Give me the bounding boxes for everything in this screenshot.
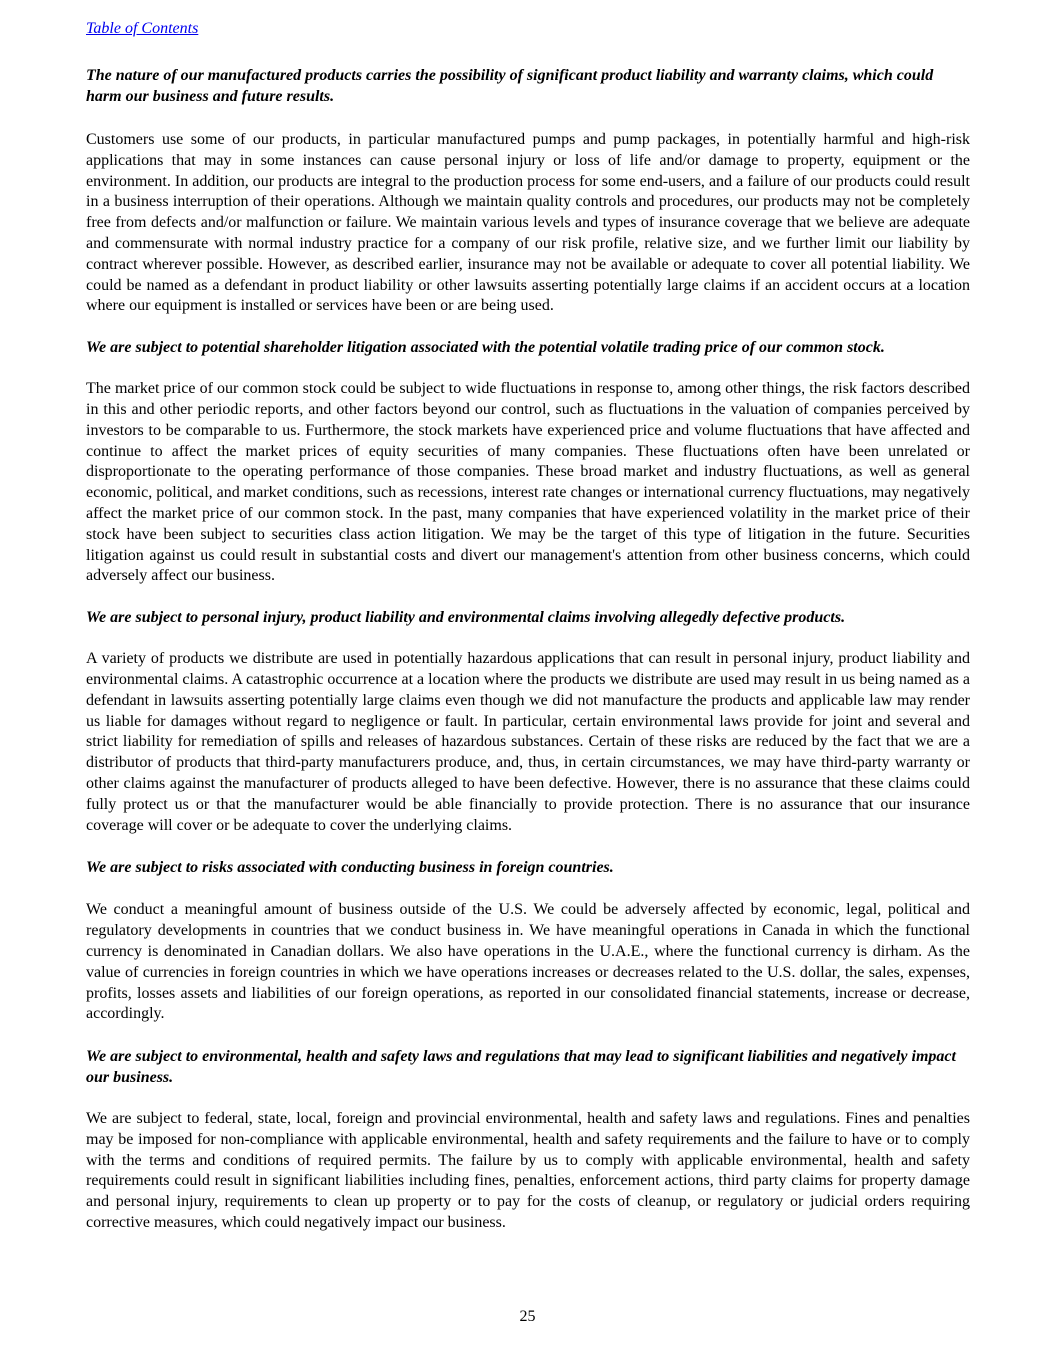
page-number: 25 bbox=[519, 1308, 536, 1325]
section-heading-product-liability: The nature of our manufactured products carries the possibility of significant product liability and warranty claims, which could harm our business and future results. bbox=[86, 67, 934, 105]
section-body-personal-injury: A variety of products we distribute are used in potentially hazardous applications that can result in personal injury, product liability and environmental claims. A catastrophic occurrence at a location where the products we distribute are used may result in us being named as a defendant in lawsuits asserting potentially large claims even though we did not manufacture the products and applicable law may render us liable for damages without regard to negligence or fault. In particular, certain environmental laws provide for joint and several and strict liability for remediation of spills and releases of hazardous substances. Certain of these risks are reduced by the fact that we are a distributor of products that third-party manufacturers produce, and, thus, in certain circumstances, we may have third-party warranty or other claims against the manufacturer of products alleged to have been defective. However, there is no assurance that these claims could fully protect us or that the manufacturer would be able financially to provide protection. There is no assurance that our insurance coverage will cover or be adequate to cover the underlying claims. bbox=[86, 650, 970, 834]
section-body-shareholder-litigation: The market price of our common stock could be subject to wide fluctuations in response to, among other things, the risk factors described in this and other periodic reports, and other factors beyond our control, such as fluctuations in the valuation of companies perceived by investors to be comparable to us. Furthermore, the stock markets have experienced price and volume fluctuations that have affected and continue to affect the market prices of equity securities of many companies. These fluctuations often have been unrelated or disproportionate to the operating performance of those companies. These broad market and industry fluctuations, as well as general economic, political, and market conditions, such as recessions, interest rate changes or international currency fluctuations, may negatively affect the market price of our common stock. In the past, many companies that have experienced volatility in the market price of their stock have been subject to securities class action litigation. We may be the target of this type of litigation in the future. Securities litigation against us could result in substantial costs and divert our management's attention from other business concerns, which could adversely affect our business. bbox=[86, 380, 970, 585]
section-heading-personal-injury: We are subject to personal injury, product liability and environmental claims involving allegedly defective products. bbox=[86, 609, 846, 627]
table-of-contents-link[interactable]: Table of Contents bbox=[86, 20, 199, 37]
section-heading-foreign-countries: We are subject to risks associated with conducting business in foreign countries. bbox=[86, 859, 614, 877]
section-heading-shareholder-litigation: We are subject to potential shareholder litigation associated with the potential volatile trading price of our common stock. bbox=[86, 339, 885, 357]
section-heading-environmental-laws: We are subject to environmental, health and safety laws and regulations that may lead to significant liabilities and negatively impact our business. bbox=[86, 1048, 956, 1087]
section-body-environmental-laws: We are subject to federal, state, local, foreign and provincial environmental, health and safety laws and regulations. Fines and penalties may be imposed for non-compliance with applicable environmental, health and safety requirements and the failure to have or to comply with the terms and conditions of required permits. The failure by us to comply with applicable environmental, health and safety requirements could result in significant liabilities including fines, penalties, enforcement actions, third party claims for property damage and personal injury, requirements to clean up property or to pay for the costs of cleanup, or regulatory or judicial orders requiring corrective measures, which could negatively impact our business. bbox=[86, 1110, 970, 1232]
document-page bbox=[86, 18, 970, 1234]
section-body-product-liability: Customers use some of our products, in particular manufactured pumps and pump packages, in potentially harmful and high-risk applications that may in some instances can cause personal injury or loss of life and/or damage to property, equipment or the environment. In addition, our products are integral to the production process for some end-users, and a failure of our products could result in a business interruption of their operations. Although we maintain quality controls and procedures, our products may not be completely free from defects and/or malfunction or failure. We maintain various levels and types of insurance coverage that we believe are adequate and commensurate with normal industry practice for a company of our risk profile, relative size, and we further limit our liability by contract wherever possible. However, as described earlier, insurance may not be available or adequate to cover all potential liability. We could be named as a defendant in product liability or other lawsuits asserting potentially large claims if an accident occurs at a location where our equipment is installed or services have been or are being used. bbox=[86, 131, 970, 315]
section-body-foreign-countries: We conduct a meaningful amount of business outside of the U.S. We could be adversely affected by economic, legal, political and regulatory developments in countries that we conduct business in. We have meaningful operations in Canada in which the functional currency is denominated in Canadian dollars. We also have operations in the U.A.E., where the functional currency is dirham. As the value of currencies in foreign countries in which we have operations increases or decreases related to the U.S. dollar, the sales, expenses, profits, losses assets and liabilities of our foreign operations, as reported in our consolidated financial statements, increase or decrease, accordingly. bbox=[86, 901, 970, 1023]
